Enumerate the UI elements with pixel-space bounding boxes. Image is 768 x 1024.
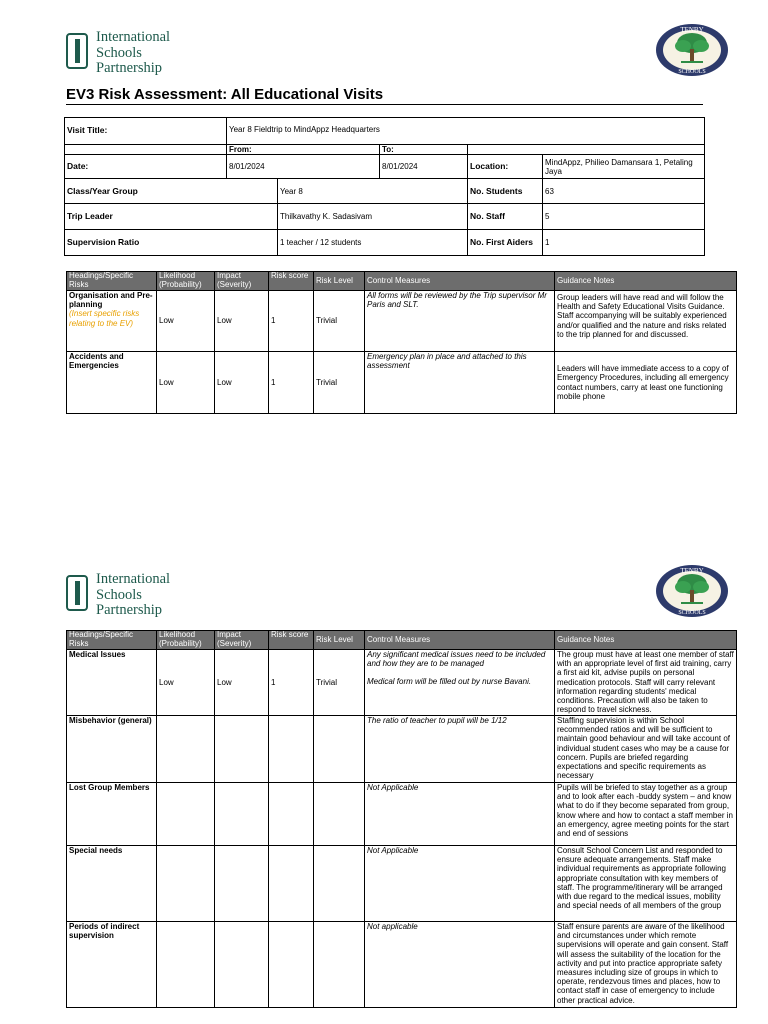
logo-line-3: Partnership	[96, 602, 163, 618]
impact-cell	[215, 783, 269, 846]
to-label: To:	[380, 145, 468, 155]
likelihood-cell	[157, 716, 215, 783]
likelihood-cell: Low	[157, 291, 215, 352]
table-row	[67, 650, 737, 716]
score-cell	[269, 716, 314, 783]
hazard-text: Organisation and Pre-planning	[69, 291, 153, 310]
header-likelihood: Likelihood (Probability)	[157, 272, 215, 291]
staff-value: 5	[543, 204, 705, 230]
svg-text:TENBY: TENBY	[680, 567, 704, 575]
header-impact: Impact (Severity)	[215, 272, 269, 291]
logo-line-2: Schools	[96, 44, 142, 61]
control-cell: The ratio of teacher to pupil will be 1/12	[365, 716, 555, 783]
staff-label: No. Staff	[468, 204, 543, 230]
header-guidance: Guidance Notes	[555, 631, 737, 650]
tenby-schools-seal-page-2	[655, 564, 729, 618]
level-cell: Trivial	[314, 291, 365, 352]
date-to: 8/01/2024	[380, 155, 468, 179]
likelihood-cell	[157, 922, 215, 1008]
impact-cell: Low	[215, 352, 269, 414]
control-text: Any significant medical issues need to be included and how they are to be managed	[367, 650, 546, 669]
guidance-cell: Group leaders will have read and will follow the Health and Safety Educational Visits Guidance. Staff accompanying will be suitably experienced and/or qualified and the nature and risks related to the trip planned for and discussed.	[555, 291, 737, 352]
isp-logo-mark	[66, 33, 88, 69]
svg-text:TENBY: TENBY	[680, 26, 704, 34]
guidance-cell: Staff ensure parents are aware of the likelihood and circumstances under which remote supervisions will operate and gain consent. Staff will assess the suitability of the location for the activity and put into practice appropriate safety measures including size of groups in which to operate, rendezvous times and places, how to contact staff in case of emergency to include other practical advice.	[555, 922, 737, 1008]
hazard-text: Accidents and Emergencies	[67, 352, 157, 414]
control-text-2: Medical form will be filled out by nurse Bavani.	[367, 677, 532, 687]
control-cell: Not Applicable	[365, 846, 555, 922]
header-hazard: Headings/Specific Risks	[67, 631, 157, 650]
score-cell: 1	[269, 291, 314, 352]
students-value: 63	[543, 179, 705, 204]
guidance-cell: Staffing supervision is within School recommended ratios and will be sufficient to maintain good behaviour and will take account of individual student cases who may be a cause for concern. Pupils are briefed regarding expectations and specific requirements as necessary	[555, 716, 737, 783]
header-score: Risk score	[269, 272, 314, 291]
likelihood-cell	[157, 783, 215, 846]
header-guidance: Guidance Notes	[555, 272, 737, 291]
level-cell	[314, 922, 365, 1008]
leader-value: Thilkavathy K. Sadasivam	[278, 204, 468, 230]
control-cell: Emergency plan in place and attached to this assessment	[365, 352, 555, 414]
score-cell: 1	[269, 650, 314, 716]
guidance-cell: Consult School Concern List and responded to ensure adequate arrangements. Staff make individual requirements as appropriate following appropriate consultation with key members of staff. The programme/itinerary will be arranged with due regard to the medical issues, mobility and special needs of all members of the group	[555, 846, 737, 922]
impact-cell: Low	[215, 650, 269, 716]
hazard-text: Medical Issues	[67, 650, 157, 716]
header-impact: Impact (Severity)	[215, 631, 269, 650]
ratio-value: 1 teacher / 12 students	[278, 230, 468, 256]
likelihood-cell: Low	[157, 650, 215, 716]
level-cell: Trivial	[314, 352, 365, 414]
students-label: No. Students	[468, 179, 543, 204]
date-label: Date:	[65, 155, 227, 179]
ratio-label: Supervision Ratio	[65, 230, 278, 256]
logo-line-1: International	[96, 29, 171, 45]
isp-logo-page-2	[66, 572, 170, 619]
control-cell: Not Applicable	[365, 783, 555, 846]
table-row	[67, 922, 737, 1008]
header-control: Control Measures	[365, 272, 555, 291]
impact-cell	[215, 716, 269, 783]
impact-cell	[215, 922, 269, 1008]
hazard-text: Special needs	[67, 846, 157, 922]
location-label: Location:	[468, 155, 543, 179]
control-cell: Not applicable	[365, 922, 555, 1008]
risk-table-page-2	[66, 630, 737, 1008]
page-title: EV3 Risk Assessment: All Educational Visits	[66, 86, 384, 103]
visit-title-label: Visit Title:	[65, 118, 227, 145]
from-label: From:	[227, 145, 380, 155]
guidance-cell: The group must have at least one member of staff with an appropriate level of first aid training, carry a first aid kit, advise pupils on personal medication protocols. Staff will carry relevant information regarding students' medical conditions. Precaution will also be taken to respond to travel sickness.	[555, 650, 737, 716]
guidance-cell: Leaders will have immediate access to a copy of Emergency Procedures, including all emergency contact numbers, carry at least one functioning mobile phone	[555, 352, 737, 414]
hazard-note: (Insert specific risks relating to the EV)	[69, 309, 140, 328]
table-row	[67, 716, 737, 783]
svg-text:SCHOOLS: SCHOOLS	[678, 610, 706, 616]
title-rule	[66, 104, 703, 105]
logo-line-3: Partnership	[96, 60, 163, 76]
class-label: Class/Year Group	[65, 179, 278, 204]
likelihood-cell: Low	[157, 352, 215, 414]
date-from: 8/01/2024	[227, 155, 380, 179]
score-cell	[269, 783, 314, 846]
header-hazard: Headings/Specific Risks	[67, 272, 157, 291]
isp-logo	[66, 30, 170, 77]
header-likelihood: Likelihood (Probability)	[157, 631, 215, 650]
table-row	[67, 846, 737, 922]
hazard-text: Misbehavior (general)	[67, 716, 157, 783]
visit-title-value: Year 8 Fieldtrip to MindAppz Headquarters	[227, 118, 705, 145]
leader-label: Trip Leader	[65, 204, 278, 230]
tenby-schools-seal	[655, 23, 729, 77]
table-row	[67, 291, 737, 352]
impact-cell	[215, 846, 269, 922]
table-row	[67, 352, 737, 414]
class-value: Year 8	[278, 179, 468, 204]
score-cell: 1	[269, 352, 314, 414]
impact-cell: Low	[215, 291, 269, 352]
header-level: Risk Level	[314, 272, 365, 291]
location-value: MindAppz, Philieo Damansara 1, Petaling Jaya	[543, 155, 705, 179]
hazard-text: Periods of indirect supervision	[67, 922, 157, 1008]
level-cell	[314, 846, 365, 922]
visit-info-table	[64, 117, 705, 256]
score-cell	[269, 922, 314, 1008]
control-cell: All forms will be reviewed by the Trip supervisor Mr Paris and SLT.	[365, 291, 555, 352]
score-cell	[269, 846, 314, 922]
level-cell: Trivial	[314, 650, 365, 716]
header-control: Control Measures	[365, 631, 555, 650]
header-score: Risk score	[269, 631, 314, 650]
aiders-value: 1	[543, 230, 705, 256]
guidance-cell: Pupils will be briefed to stay together as a group and to look after each -buddy system – and know what to do if they become separated from group, know where and how to contact a staff member in an emergency, agree meeting points for the start and end of sessions	[555, 783, 737, 846]
level-cell	[314, 783, 365, 846]
risk-table-page-1	[66, 271, 737, 414]
hazard-text: Lost Group Members	[67, 783, 157, 846]
svg-text:SCHOOLS: SCHOOLS	[678, 69, 706, 75]
likelihood-cell	[157, 846, 215, 922]
logo-line-2: Schools	[96, 586, 142, 603]
logo-line-1: International	[96, 571, 171, 587]
level-cell	[314, 716, 365, 783]
isp-logo-mark	[66, 575, 88, 611]
header-level: Risk Level	[314, 631, 365, 650]
aiders-label: No. First Aiders	[468, 230, 543, 256]
table-row	[67, 783, 737, 846]
